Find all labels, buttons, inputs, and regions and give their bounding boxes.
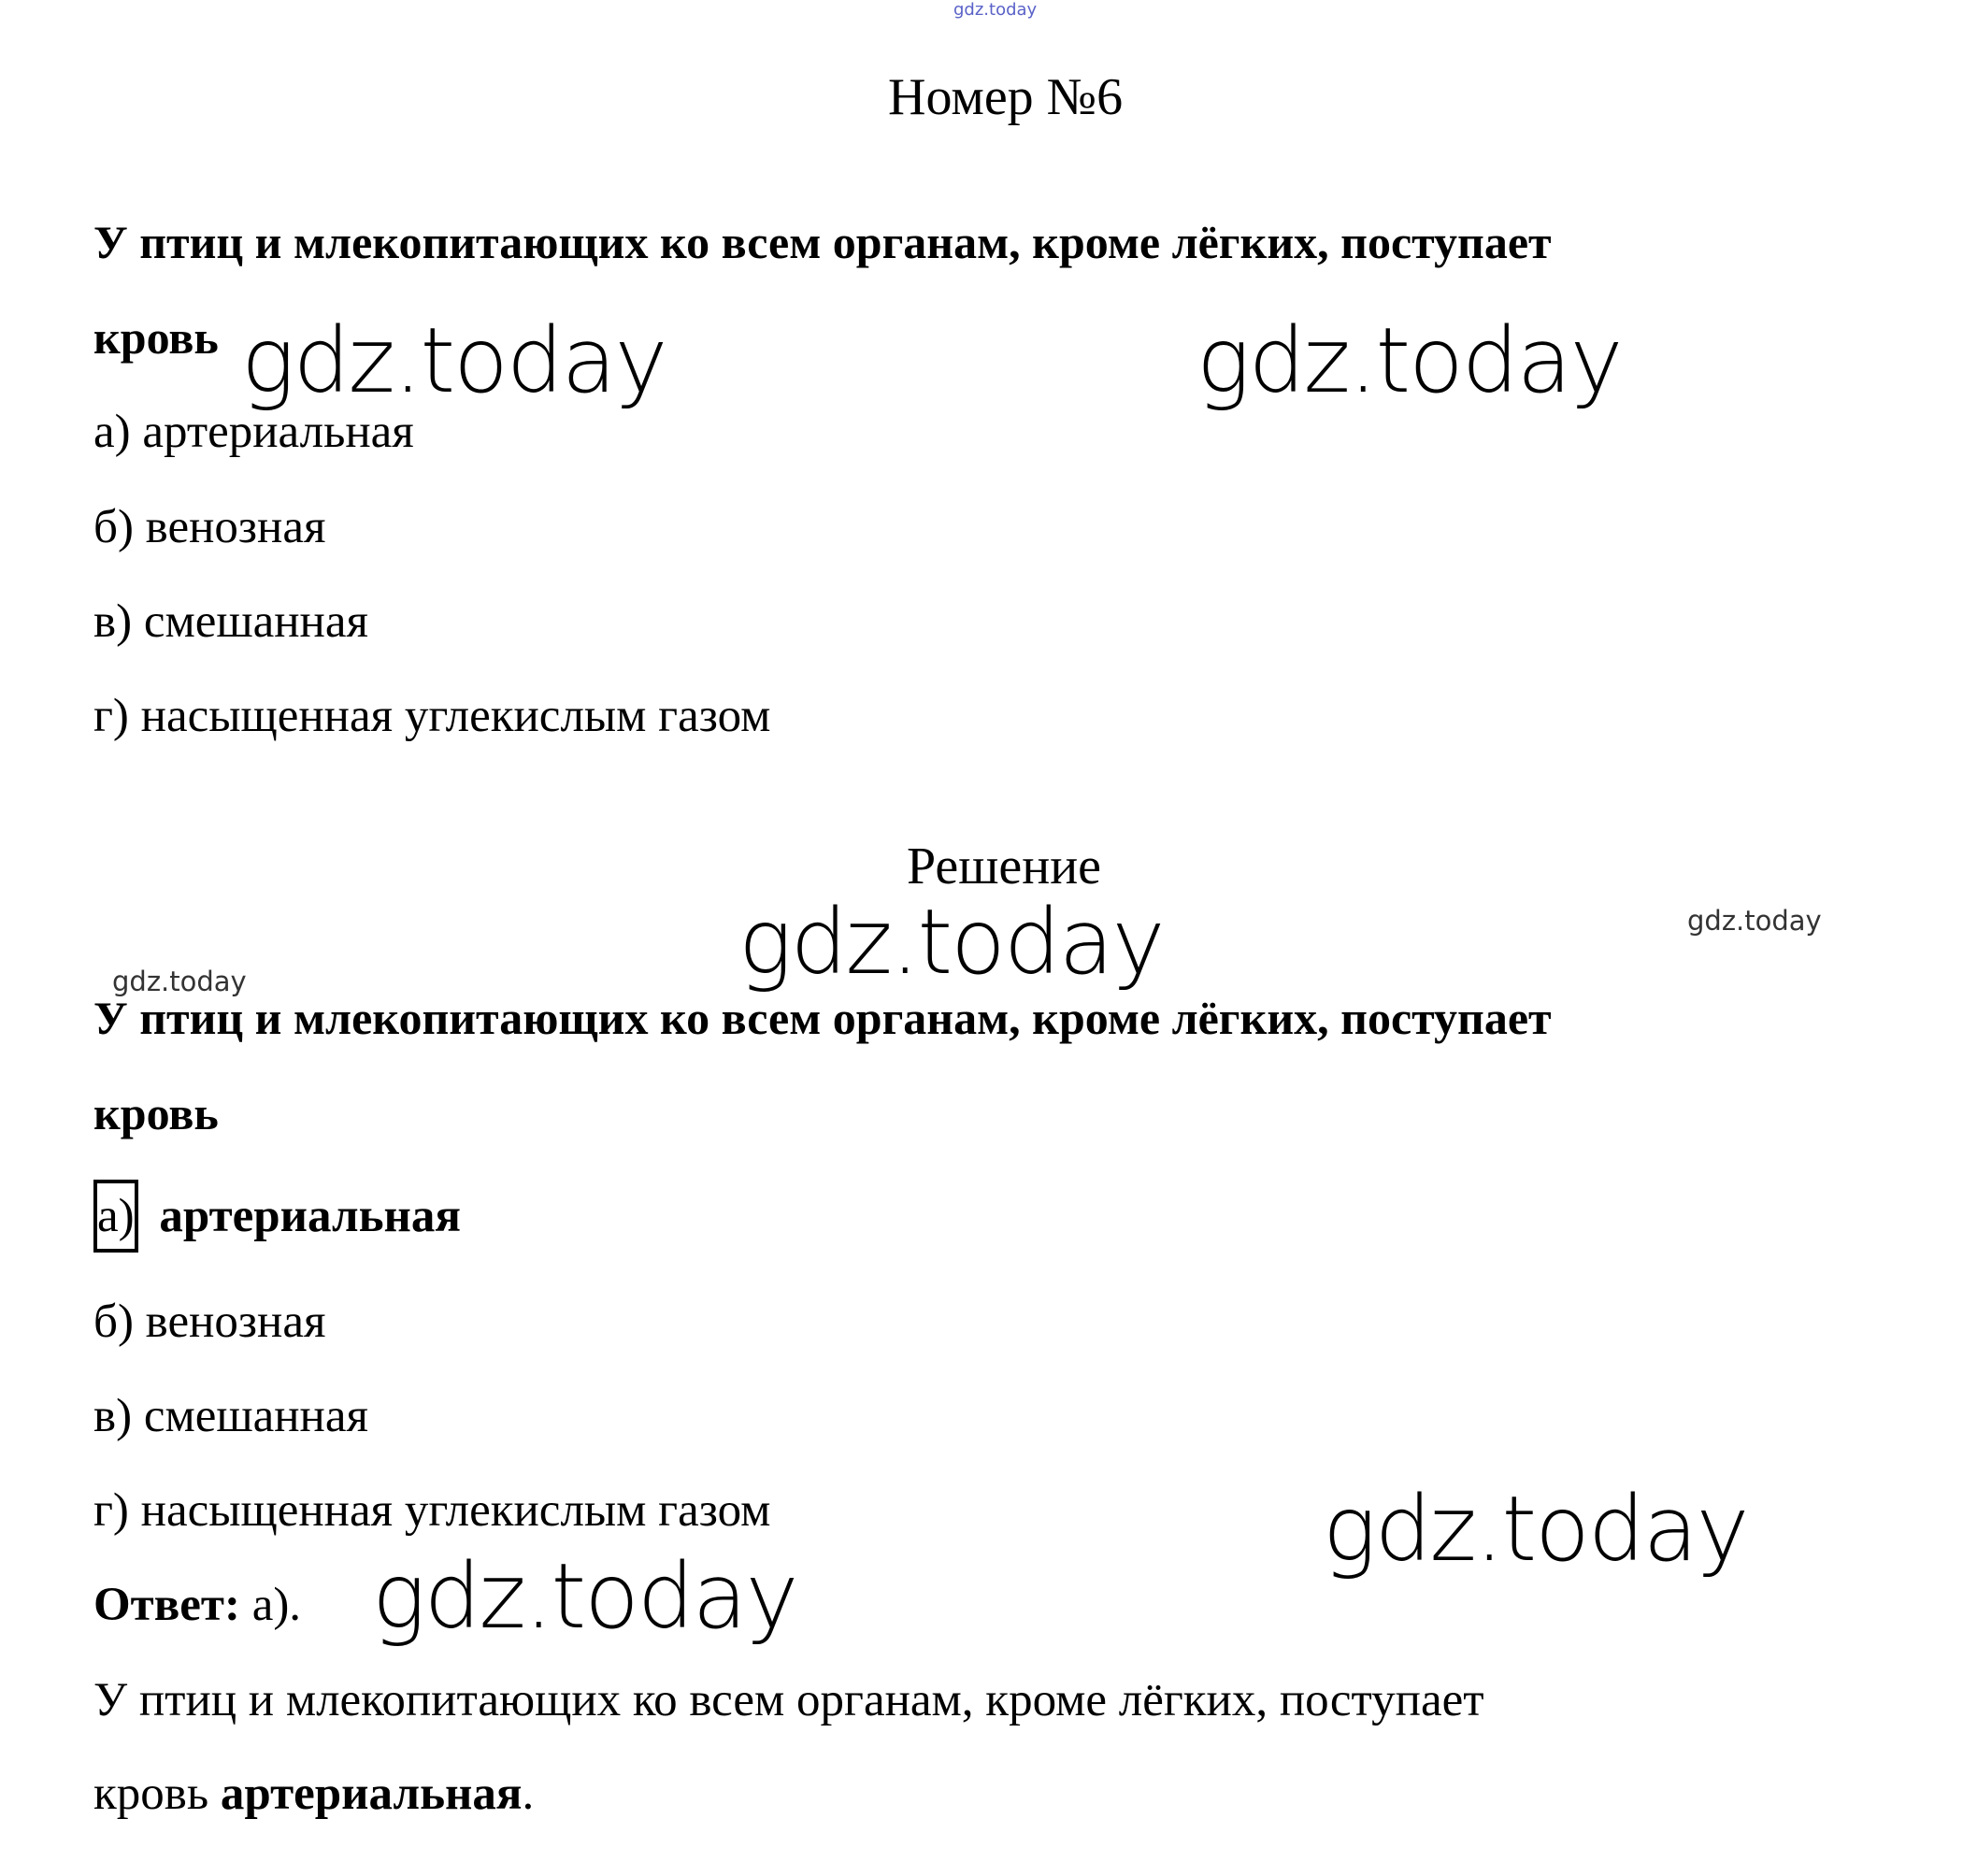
solution-option-c: в) смешанная xyxy=(93,1390,368,1442)
explanation-prefix: кровь xyxy=(93,1768,221,1820)
selected-option-text: артериальная xyxy=(159,1190,462,1242)
watermark-big-2: gdz.today xyxy=(1196,308,1622,413)
option-a: а) артериальная xyxy=(93,406,414,458)
explanation-bold: артериальная xyxy=(220,1768,523,1820)
explanation-suffix: . xyxy=(522,1768,535,1820)
answer-label: Ответ: xyxy=(93,1579,240,1631)
solution-option-d: г) насыщенная углекислым газом xyxy=(93,1484,771,1537)
option-c: в) смешанная xyxy=(93,595,368,648)
page-title: Номер №6 xyxy=(888,68,1124,126)
watermark-big-4: gdz.today xyxy=(1323,1477,1748,1582)
watermark-big-3: gdz.today xyxy=(738,890,1164,995)
solution-option-b: б) венозная xyxy=(93,1296,326,1348)
solution-question-line-2: кровь xyxy=(93,1087,219,1139)
answer-value: а). xyxy=(239,1579,302,1631)
question-line-2: кровь xyxy=(93,311,219,364)
watermark-top: gdz.today xyxy=(953,0,1038,20)
watermark-big-1: gdz.today xyxy=(241,308,666,413)
solution-heading: Решение xyxy=(907,838,1102,895)
solution-selected-option xyxy=(93,1180,461,1253)
watermark-big-5: gdz.today xyxy=(372,1544,797,1649)
option-b: б) венозная xyxy=(93,501,326,553)
solution-question-line-1: У птиц и млекопитающих ко всем органам, кроме лёгких, поступает xyxy=(93,992,1552,1044)
watermark-small-left: gdz.today xyxy=(112,966,247,997)
selected-marker-box: а) xyxy=(93,1180,138,1253)
watermark-small-right: gdz.today xyxy=(1687,905,1822,937)
answer-line xyxy=(93,1578,301,1632)
question-line-1: У птиц и млекопитающих ко всем органам, кроме лёгких, поступает xyxy=(93,216,1552,268)
explanation-line-1: У птиц и млекопитающих ко всем органам, кроме лёгких, поступает xyxy=(93,1674,1484,1726)
explanation-line-2 xyxy=(93,1767,534,1821)
option-d: г) насыщенная углекислым газом xyxy=(93,690,771,742)
